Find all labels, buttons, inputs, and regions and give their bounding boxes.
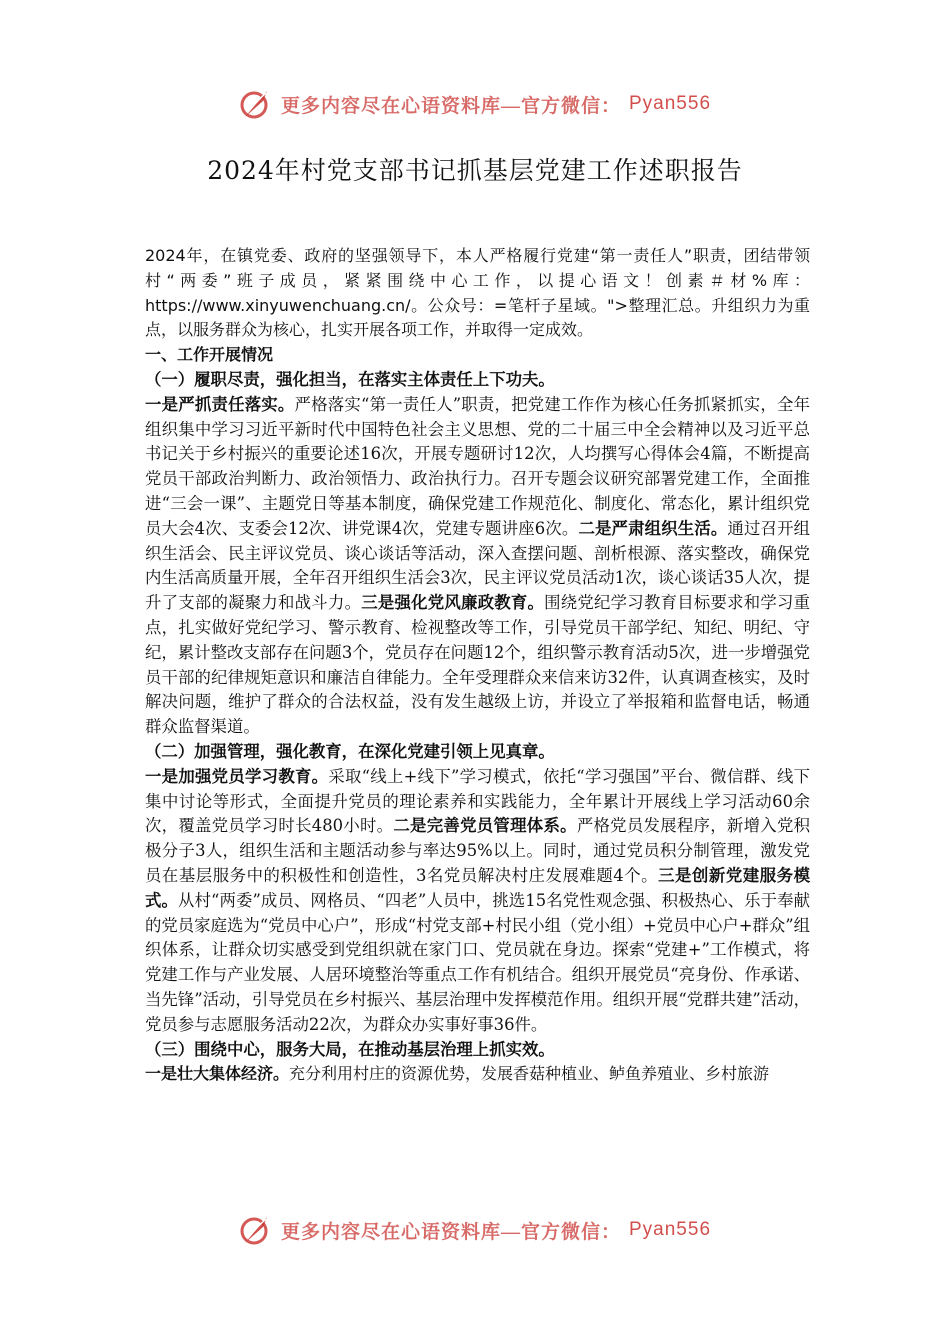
intro-paragraph: 2024年，在镇党委、政府的坚强领导下，本人严格履行党建“第一责任人”职责，团结带领村“两委”班子成员，紧紧围绕中心工作，以提心语文！创素＃材%库：https://www.xinyuwenchuang.cn/。公众号：=笔杆子星域。">整理汇总。升组织力为重点，以服务群众为核心，扎实开展各项工作，并取得一定成效。 <box>145 246 810 340</box>
part2-lead1: 一是加强党员学习教育。 <box>145 766 329 786</box>
watermark-banner-top <box>0 84 950 124</box>
part2-heading: （二）加强管理，强化教育，在深化党建引领上见真章。 <box>145 741 555 761</box>
part2-text2: 严格党员发展程序，新增入党积极分子3人，组织生活和主题活动参与率达95%以上。同时，通过党员积分制管理，激发党员在基层服务中的积极性和创造性，3名党员解决村庄发展难题4个。 <box>145 816 811 885</box>
part2-text3: 从村“两委”成员、网格员、“四老”人员中，挑选15名党性观念强、积极热心、乐于奉献的党员家庭选为“党员中心户”，形成“村党支部+村民小组（党小组）+党员中心户+群众”组织体系，让群众切实感受到党组织就在家门口、党员就在身边。探索“党建+”工作模式，将党建工作与产业发展、人居环境整治等重点工作有机结合。组织开展党员“亮身份、作承诺、当先锋”活动，引导党员在乡村振兴、基层治理中发挥模范作用。组织开展“党群共建”活动，党员参与志愿服务活动22次，为群众办实事好事36件。 <box>145 890 811 1034</box>
part3-text1: 充分利用村庄的资源优势，发展香菇种植业、鲈鱼养殖业、乡村旅游 <box>289 1064 770 1084</box>
page-title: 2024年村党支部书记抓基层党建工作述职报告 <box>207 156 743 185</box>
part1-lead3: 三是强化党风廉政教育。 <box>361 593 545 613</box>
part1-text2: 通过召开组织生活会、民主评议党员、谈心谈话等活动，深入查摆问题、剖析根源、落实整改，确保党内生活高质量开展，全年召开组织生活会3次，民主评议党员活动1次，谈心谈话35人次，提升了支部的凝聚力和战斗力。 <box>145 518 811 613</box>
part1-heading: （一）履职尽责，强化担当，在落实主体责任上下功夫。 <box>145 369 555 389</box>
part3-lead1: 一是壮大集体经济。 <box>145 1064 290 1084</box>
section-heading: 一、工作开展情况 <box>145 345 274 365</box>
watermark-wechat-id: Pyan556 <box>629 93 712 114</box>
watermark-text: 更多内容尽在心语资料库—官方微信： <box>280 1221 621 1243</box>
part1-paragraph <box>145 393 810 740</box>
part2-lead3: 三是创新党建服务模式。 <box>145 865 811 910</box>
part3-heading: （三）围绕中心，服务大局，在推动基层治理上抓实效。 <box>145 1039 555 1059</box>
part1-text3: 围绕党纪学习教育目标要求和学习重点，扎实做好党纪学习、警示教育、检视整改等工作，引导党员干部学纪、知纪、明纪、守纪，累计整改支部存在问题3个，党员存在问题12个，组织警示教育活动5次，进一步增强党员干部的纪律规矩意识和廉洁自律能力。全年受理群众来信来访32件，认真调查核实，及时解决问题，维护了群众的合法权益，没有发生越级上访，并设立了举报箱和监督电话，畅通群众监督渠道。 <box>145 593 811 737</box>
part1-lead1: 一是严抓责任落实。 <box>145 394 295 414</box>
watermark-wechat-id: Pyan556 <box>629 1219 712 1240</box>
watermark-text: 更多内容尽在心语资料库—官方微信： <box>280 95 621 117</box>
part1-text1: 严格落实“第一责任人”职责，把党建工作作为核心任务抓紧抓实，全年组织集中学习习近平新时代中国特色社会主义思想、党的二十届三中全会精神以及习近平总书记关于乡村振兴的重要论述16次，开展专题研讨12次，人均撰写心得体会4篇，不断提高党员干部政治判断力、政治领悟力、政治执行力。召开专题会议研究部署党建工作，全面推进“三会一课”、主题党日等基本制度，确保党建工作规范化、制度化、常态化，累计组织党员大会4次、支委会12次、讲党课4次，党建专题讲座6次。 <box>145 394 810 538</box>
quill-logo-icon <box>239 1213 273 1247</box>
watermark-banner-bottom <box>0 1210 950 1250</box>
document-body <box>145 244 810 1087</box>
quill-logo-icon <box>239 87 273 121</box>
part1-lead2: 二是严肃组织生活。 <box>578 518 728 538</box>
part2-text1: 采取“线上+线下”学习模式，依托“学习强国”平台、微信群、线下集中讨论等形式，全面提升党员的理论素养和实践能力，全年累计开展线上学习活动60余次，覆盖党员学习时长480小时。 <box>145 766 810 836</box>
part2-lead2: 二是完善党员管理体系。 <box>393 816 577 836</box>
part3-paragraph <box>145 1062 810 1087</box>
part2-paragraph <box>145 765 810 1038</box>
